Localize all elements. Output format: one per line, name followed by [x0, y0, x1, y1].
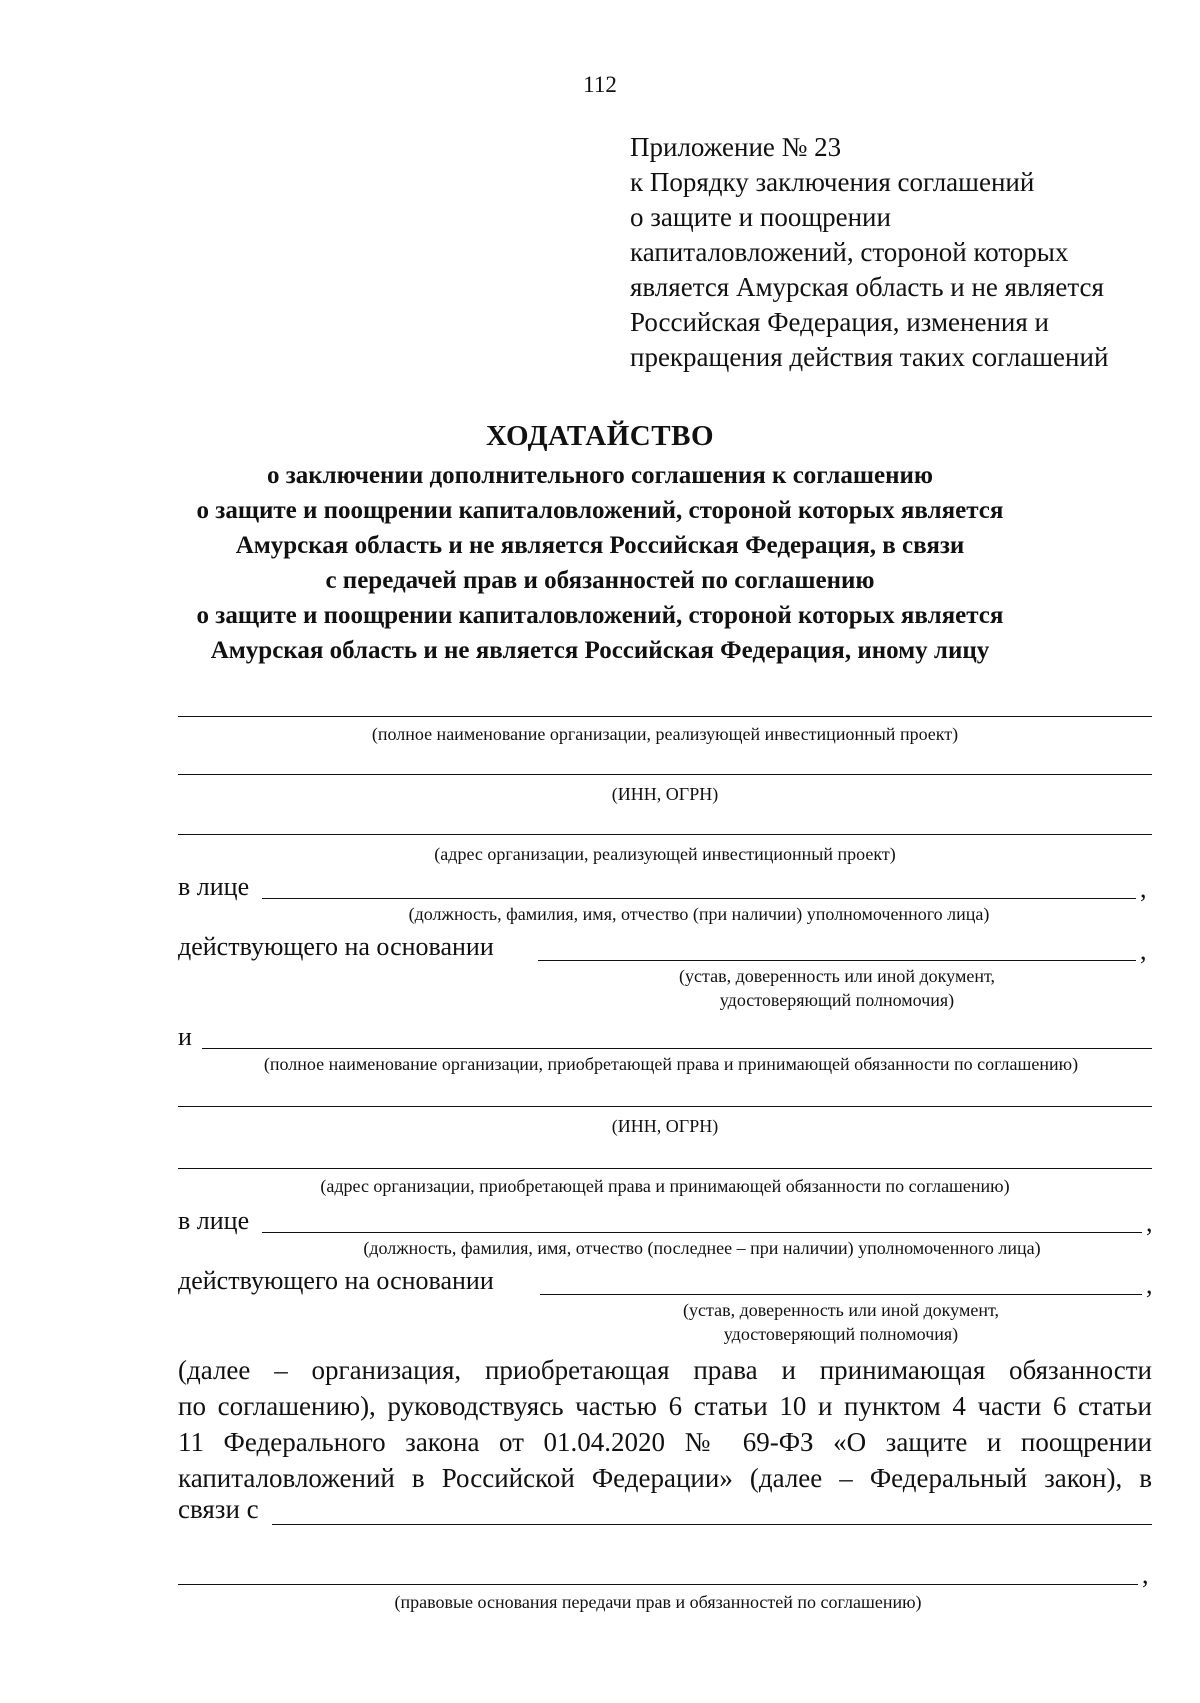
body-line: 11 Федерального закона от 01.04.2020 № 69-ФЗ «О защите и поощрении [178, 1427, 1152, 1457]
org1-name-caption: (полное наименование организации, реализующей инвестиционный проект) [371, 724, 959, 744]
comma: , [1146, 1208, 1153, 1237]
org1-person-caption: (должность, фамилия, имя, отчество (при наличии) уполномоченного лица) [408, 904, 990, 924]
subtitle-line: Амурская область и не является Российская Федерация, в связи [235, 532, 965, 559]
legal-basis-caption: (правовые основания передачи прав и обязанностей по соглашению) [394, 1592, 922, 1612]
org1-basis-caption: (устав, доверенность или иной документ, [679, 966, 995, 986]
body-line: (далее – организация, приобретающая права и принимающая обязанности [178, 1355, 1152, 1385]
in-person-label-1: в лице [178, 872, 250, 901]
legal-basis-field[interactable] [178, 1584, 1138, 1585]
appendix-line: Российская Федерация, изменения и [630, 307, 1049, 337]
org1-address-caption: (адрес организации, реализующей инвестиционный проект) [434, 844, 896, 864]
org2-basis-caption: удостоверяющий полномочия) [723, 1324, 959, 1344]
org2-name-caption: (полное наименование организации, приобретающей права и принимающей обязанности по соглашению) [263, 1054, 1079, 1074]
org2-basis-caption: (устав, доверенность или иной документ, [683, 1300, 999, 1320]
org2-inn-field[interactable] [178, 1106, 1152, 1107]
org1-name-field[interactable] [178, 716, 1152, 717]
appendix-line: к Порядку заключения соглашений [630, 167, 1035, 197]
org2-address-caption: (адрес организации, приобретающей права и принимающей обязанности по соглашению) [320, 1176, 1010, 1196]
org1-inn-field[interactable] [178, 774, 1152, 775]
org2-name-field[interactable] [202, 1048, 1152, 1049]
appendix-reference [630, 130, 1190, 375]
org2-inn-caption: (ИНН, ОГРН) [611, 1116, 719, 1136]
connection-field[interactable] [272, 1524, 1152, 1525]
appendix-line: является Амурская область и не является [630, 272, 1104, 302]
in-connection-label: связи с [178, 1494, 259, 1524]
org1-basis-field[interactable] [538, 960, 1136, 961]
in-person-label-2: в лице [178, 1206, 250, 1235]
org1-inn-caption: (ИНН, ОГРН) [611, 784, 719, 804]
org2-person-caption: (должность, фамилия, имя, отчество (последнее – при наличии) уполномоченного лица) [363, 1238, 1041, 1258]
page-number: 112 [583, 72, 617, 97]
comma: , [1140, 874, 1147, 903]
appendix-line: о защите и поощрении [630, 202, 891, 232]
subtitle-line: о заключении дополнительного соглашения к соглашению [266, 462, 934, 489]
comma: , [1140, 936, 1147, 965]
body-line: капиталовложений в Российской Федерации» (далее – Федеральный закон), в [178, 1463, 1152, 1493]
appendix-line: прекращения действия таких соглашений [630, 342, 1109, 372]
org2-basis-field[interactable] [540, 1294, 1142, 1295]
comma: , [1142, 1560, 1149, 1589]
appendix-line: капиталовложений, стороной которых [630, 237, 1069, 267]
document-subtitle [0, 458, 1200, 668]
and-label: и [178, 1022, 192, 1051]
body-line: по соглашению), руководствуясь частью 6 статьи 10 и пунктом 4 части 6 статьи [178, 1391, 1152, 1421]
org2-person-field[interactable] [262, 1232, 1142, 1233]
subtitle-line: о защите и поощрении капиталовложений, стороной которых является [196, 497, 1004, 524]
org1-person-field[interactable] [262, 898, 1136, 899]
document-title: ХОДАТАЙСТВО [485, 420, 714, 452]
org1-basis-caption: удостоверяющий полномочия) [719, 990, 955, 1010]
comma: , [1146, 1270, 1153, 1299]
subtitle-line: Амурская область и не является Российская Федерация, иному лицу [210, 637, 990, 664]
acting-basis-label-1: действующего на основании [178, 932, 494, 961]
subtitle-line: о защите и поощрении капиталовложений, стороной которых является [196, 602, 1004, 629]
org2-address-field[interactable] [178, 1168, 1152, 1169]
org1-address-field[interactable] [178, 834, 1152, 835]
subtitle-line: с передачей прав и обязанностей по соглашению [325, 567, 875, 594]
appendix-line: Приложение № 23 [630, 132, 842, 162]
acting-basis-label-2: действующего на основании [178, 1266, 494, 1295]
